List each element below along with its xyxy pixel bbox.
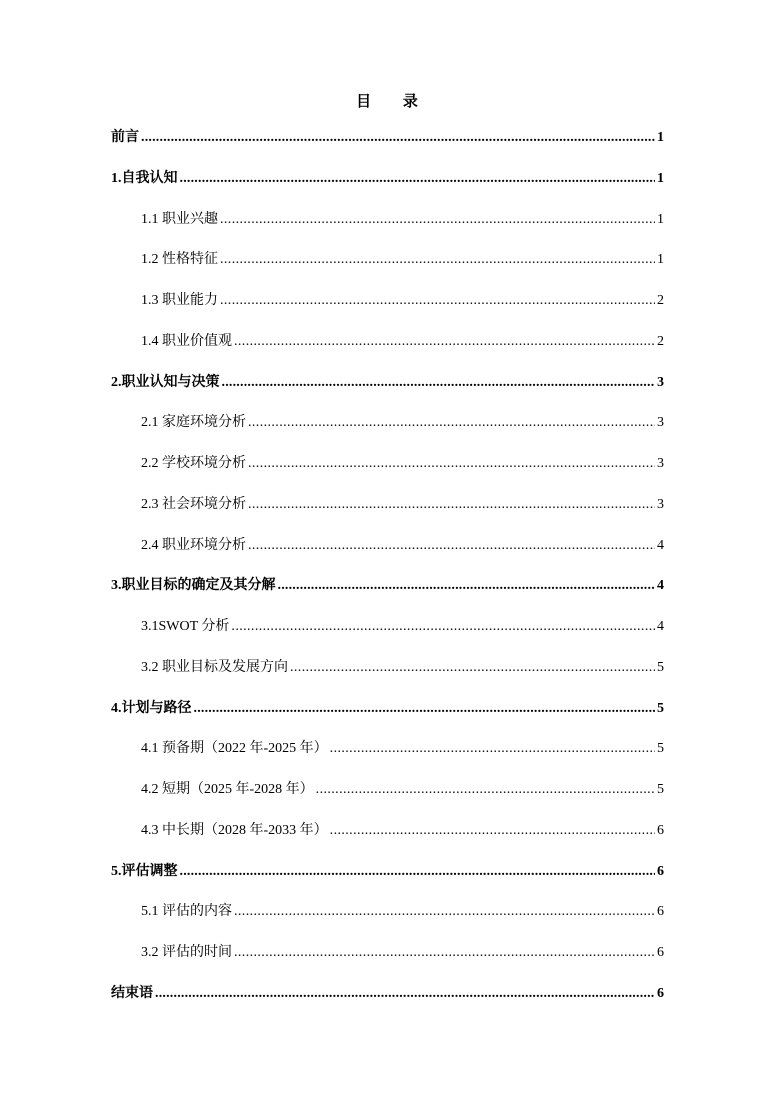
toc-entry-label: 4.计划与路径 bbox=[111, 700, 192, 716]
toc-entry-label: 1.3 职业能力 bbox=[141, 293, 218, 308]
toc-entry-label: 4.1 预备期（2022 年-2025 年） bbox=[141, 741, 328, 757]
toc-chapter-entry[interactable] bbox=[111, 576, 664, 617]
page-title: 目 录 bbox=[356, 94, 432, 110]
toc-page-number: 6 bbox=[657, 945, 664, 960]
toc-dot-leader bbox=[248, 413, 655, 433]
table-of-contents bbox=[111, 128, 664, 1025]
toc-dot-leader bbox=[141, 128, 655, 148]
toc-section-entry[interactable] bbox=[111, 413, 664, 454]
toc-chapter-entry[interactable] bbox=[111, 169, 664, 210]
toc-section-entry[interactable] bbox=[111, 250, 664, 291]
toc-dot-leader bbox=[220, 250, 655, 270]
toc-entry-label: 1.自我认知 bbox=[111, 170, 178, 186]
toc-page-number: 4 bbox=[657, 537, 664, 553]
toc-section-entry[interactable] bbox=[111, 454, 664, 495]
toc-page-number: 3 bbox=[657, 415, 664, 431]
toc-dot-leader bbox=[330, 821, 655, 841]
toc-section-entry[interactable] bbox=[111, 902, 664, 943]
toc-entry-label: 2.4 职业环境分析 bbox=[141, 537, 246, 553]
toc-page-number: 1 bbox=[657, 252, 664, 268]
toc-entry-label: 2.3 社会环境分析 bbox=[141, 496, 246, 512]
toc-page-number: 5 bbox=[657, 741, 664, 757]
toc-entry-label: 4.2 短期（2025 年-2028 年） bbox=[141, 782, 314, 797]
toc-dot-leader bbox=[330, 739, 655, 759]
toc-entry-label: 5.1 评估的内容 bbox=[141, 904, 232, 920]
toc-dot-leader bbox=[220, 210, 655, 230]
toc-page-number: 5 bbox=[657, 659, 664, 675]
toc-page-number: 2 bbox=[657, 333, 664, 349]
toc-page-number: 6 bbox=[657, 985, 664, 1001]
toc-section-entry[interactable] bbox=[111, 332, 664, 373]
toc-dot-leader bbox=[290, 658, 655, 678]
toc-entry-label: 5.评估调整 bbox=[111, 863, 178, 879]
toc-entry-label: 4.3 中长期（2028 年-2033 年） bbox=[141, 822, 328, 838]
toc-section-entry[interactable] bbox=[111, 291, 664, 332]
toc-dot-leader bbox=[248, 536, 655, 556]
toc-dot-leader bbox=[155, 984, 655, 1004]
toc-page-number: 3 bbox=[657, 496, 664, 512]
toc-dot-leader bbox=[234, 902, 655, 922]
toc-dot-leader bbox=[248, 495, 655, 515]
toc-section-entry[interactable] bbox=[111, 536, 664, 577]
toc-chapter-entry[interactable] bbox=[111, 862, 664, 903]
toc-page-number: 1 bbox=[657, 170, 664, 186]
toc-chapter-entry[interactable] bbox=[111, 128, 664, 169]
toc-dot-leader bbox=[231, 617, 655, 637]
toc-section-entry[interactable] bbox=[111, 495, 664, 536]
toc-page-number: 5 bbox=[657, 782, 664, 797]
toc-dot-leader bbox=[278, 576, 656, 596]
toc-entry-label: 1.1 职业兴趣 bbox=[141, 211, 218, 227]
toc-entry-label: 前言 bbox=[111, 130, 139, 145]
toc-section-entry[interactable] bbox=[111, 943, 664, 984]
toc-page-number: 3 bbox=[657, 374, 664, 390]
toc-page-number: 6 bbox=[657, 822, 664, 838]
toc-entry-label: 3.1SWOT 分析 bbox=[141, 619, 230, 634]
toc-page-number: 1 bbox=[657, 130, 664, 145]
toc-entry-label: 2.1 家庭环境分析 bbox=[141, 415, 246, 431]
toc-page-number: 6 bbox=[657, 863, 664, 879]
toc-section-entry[interactable] bbox=[111, 739, 664, 780]
toc-section-entry[interactable] bbox=[111, 780, 664, 821]
toc-page-number: 1 bbox=[657, 211, 664, 227]
toc-page-number: 3 bbox=[657, 456, 664, 471]
toc-section-entry[interactable] bbox=[111, 617, 664, 658]
toc-entry-label: 1.4 职业价值观 bbox=[141, 333, 232, 349]
toc-dot-leader bbox=[180, 862, 656, 882]
toc-dot-leader bbox=[220, 291, 655, 311]
toc-chapter-entry[interactable] bbox=[111, 984, 664, 1025]
toc-section-entry[interactable] bbox=[111, 821, 664, 862]
toc-entry-label: 3.2 职业目标及发展方向 bbox=[141, 659, 288, 675]
toc-section-entry[interactable] bbox=[111, 658, 664, 699]
toc-dot-leader bbox=[180, 169, 656, 189]
toc-page-number: 6 bbox=[657, 904, 664, 920]
toc-dot-leader bbox=[222, 373, 656, 393]
toc-page-number: 4 bbox=[657, 578, 664, 594]
toc-entry-label: 结束语 bbox=[111, 985, 153, 1001]
toc-dot-leader bbox=[316, 780, 655, 800]
toc-dot-leader bbox=[248, 454, 655, 474]
toc-entry-label: 2.2 学校环境分析 bbox=[141, 456, 246, 471]
toc-entry-label: 3.2 评估的时间 bbox=[141, 945, 232, 960]
toc-entry-label: 3.职业目标的确定及其分解 bbox=[111, 578, 276, 594]
toc-dot-leader bbox=[234, 332, 655, 352]
toc-chapter-entry[interactable] bbox=[111, 373, 664, 414]
toc-page-number: 5 bbox=[657, 700, 664, 716]
toc-section-entry[interactable] bbox=[111, 210, 664, 251]
toc-dot-leader bbox=[234, 943, 655, 963]
toc-dot-leader bbox=[194, 699, 656, 719]
toc-entry-label: 1.2 性格特征 bbox=[141, 252, 218, 268]
toc-chapter-entry[interactable] bbox=[111, 699, 664, 740]
toc-page-number: 4 bbox=[657, 619, 664, 634]
toc-page-number: 2 bbox=[657, 293, 664, 308]
toc-entry-label: 2.职业认知与决策 bbox=[111, 374, 220, 390]
